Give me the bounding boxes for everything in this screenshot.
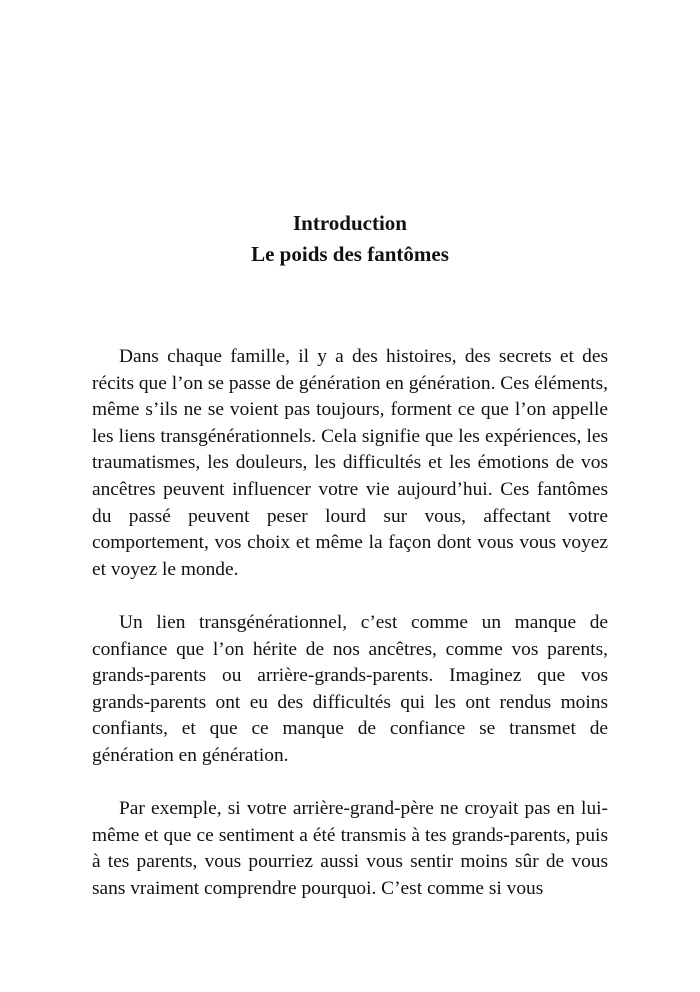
paragraph: Un lien transgénérationnel, c’est comme un manque de confiance que l’on hérite de nos ancêtres, comme vos parents, grands-parents ou arrière-grands-parents. Imaginez que vos grands-parents ont eu des difficultés qui les ont rendus moins confiants, et que ce manque de confiance se transmet de génération en génération. [92, 611, 608, 766]
chapter-heading [0, 208, 700, 270]
paragraph: Par exemple, si votre arrière-grand-père ne croyait pas en lui-même et que ce sentiment a été transmis à tes grands-parents, puis à tes parents, vous pourriez aussi vous sentir moins sûr de vous sans vraiment comprendre pourquoi. C’est comme si vous [92, 798, 608, 899]
paragraph: Dans chaque famille, il y a des histoires, des secrets et des récits que l’on se passe de génération en génération. Ces éléments, même s’ils ne se voient pas toujours, forment ce que l’on appelle les liens transgénérationnels. Cela signifie que les expériences, les traumatismes, les douleurs, les difficultés et les émotions de vos ancêtres peuvent influencer votre vie aujourd’hui. Ces fantômes du passé peuvent peser lourd sur vous, affectant votre comportement, vos choix et même la façon dont vous vous voyez et voyez le monde. [92, 346, 608, 580]
body-text [92, 344, 608, 929]
chapter-label: Introduction [293, 211, 407, 235]
chapter-title: Le poids des fantômes [251, 242, 449, 266]
